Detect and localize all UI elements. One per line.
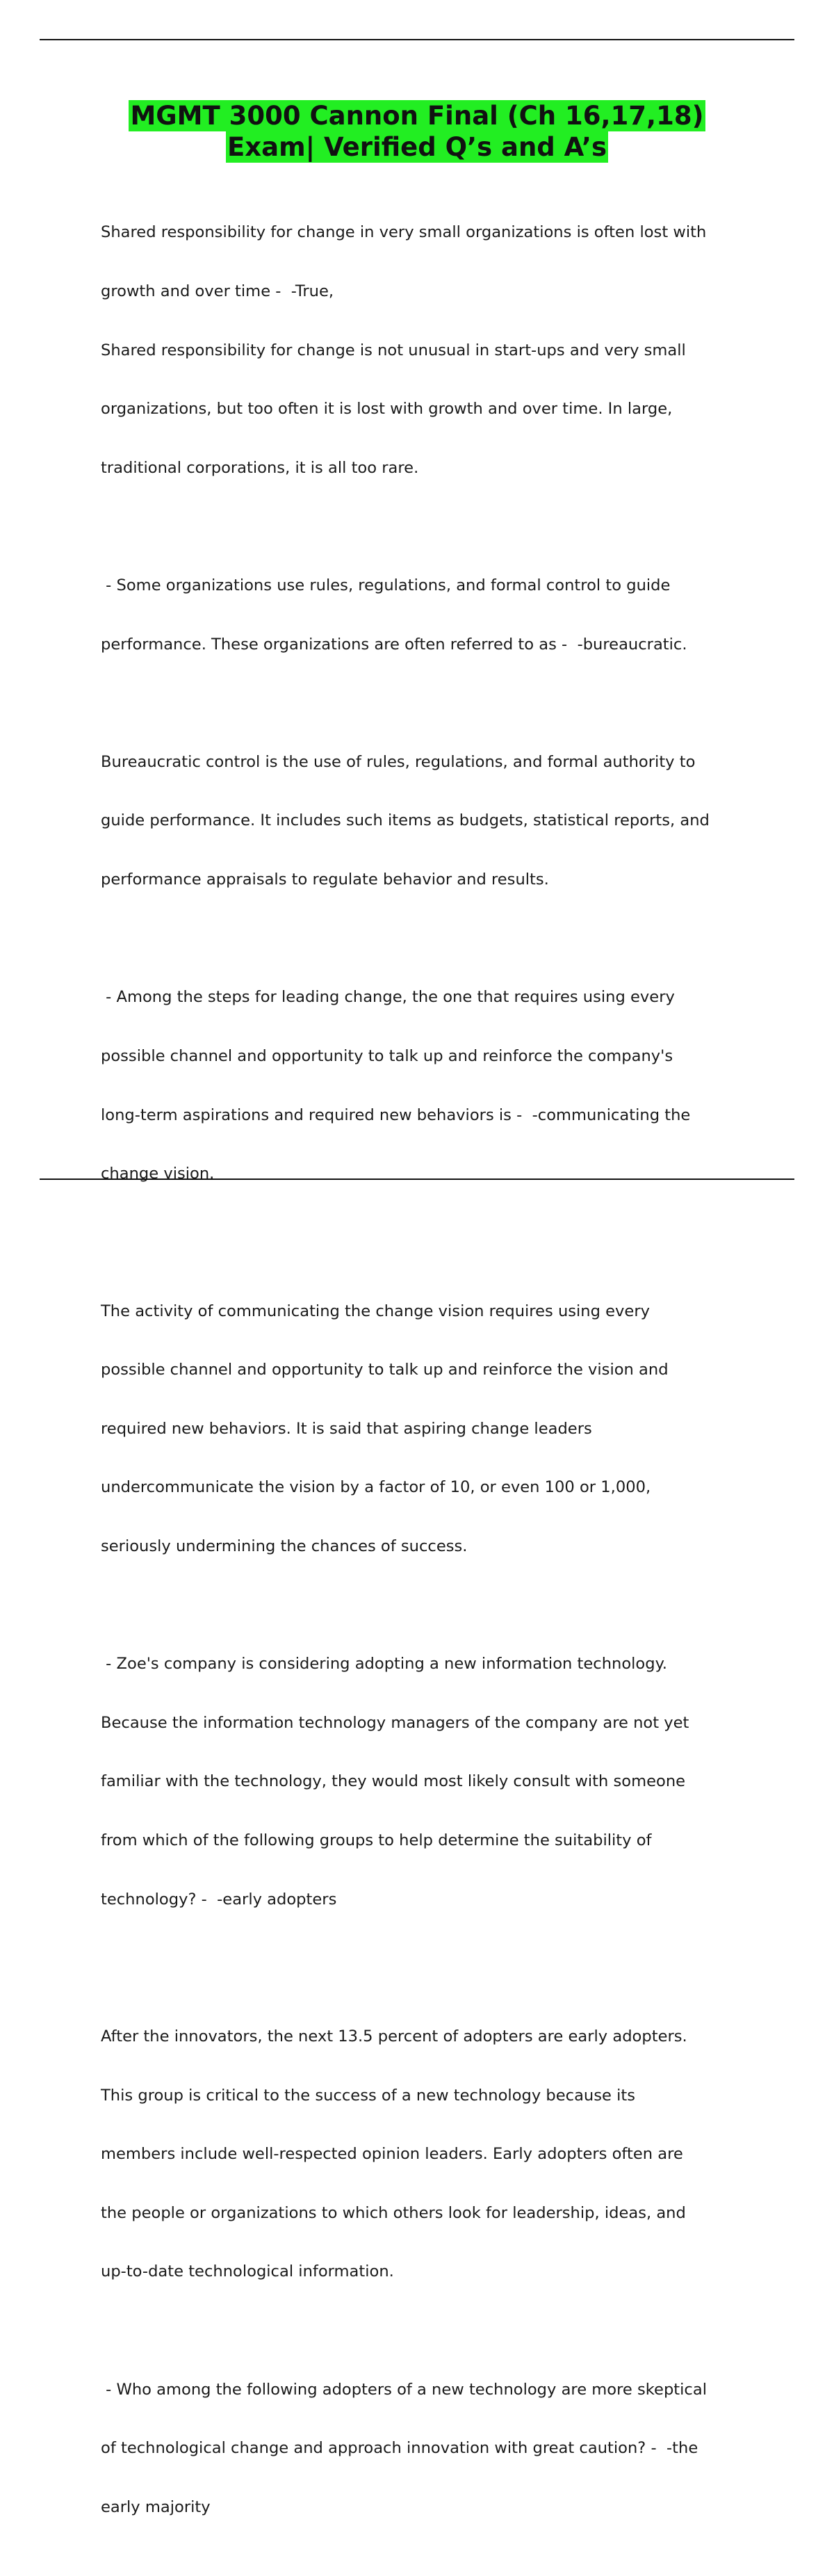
text-line: of technological change and approach innovation with great caution? - -the [101,2439,698,2458]
bottom-rule [40,1178,794,1180]
qa-block-8 [101,2340,761,2556]
text-line: possible channel and opportunity to talk up and reinforce the company's [101,1046,673,1065]
title-line-2: Exam| Verified Q’s and A’s [227,132,607,162]
text-line: technology? - -early adopters [101,1890,337,1909]
text-line: Shared responsibility for change in very small organizations is often lost with [101,223,707,242]
qa-block-4 [101,948,761,1223]
text-line: guide performance. It includes such items as budgets, statistical reports, and [101,811,710,830]
text-line: long-term aspirations and required new behaviors is - -communicating the [101,1105,691,1124]
text-line: growth and over time - -True, [101,282,334,301]
text-line: Shared responsibility for change is not unusual in start-ups and very small [101,341,686,359]
text-line: possible channel and opportunity to talk up and reinforce the vision and [101,1361,669,1379]
text-line: up-to-date technological information. [101,2262,394,2281]
text-line: members include well-respected opinion leaders. Early adopters often are [101,2145,683,2164]
text-line: change vision. [101,1165,215,1183]
document-title [0,100,834,163]
text-line: organizations, but too often it is lost with growth and over time. In large, [101,400,673,419]
text-line: Bureaucratic control is the use of rules, regulations, and formal authority to [101,752,696,771]
text-line: This group is critical to the success of a new technology because its [101,2086,636,2105]
text-line: familiar with the technology, they would most likely consult with someone [101,1772,686,1791]
qa-block-7 [101,1988,761,2321]
text-line: performance. These organizations are often referred to as - -bureaucratic. [101,635,687,654]
qa-block-5 [101,1262,761,1595]
text-line: undercommunicate the vision by a factor of 10, or even 100 or 1,000, [101,1478,651,1497]
text-line: required new behaviors. It is said that aspiring change leaders [101,1419,592,1438]
text-line: - Among the steps for leading change, the one that requires using every [101,988,675,1007]
text-line: from which of the following groups to help determine the suitability of [101,1831,652,1849]
text-line: - Some organizations use rules, regulations, and formal control to guide [101,576,671,595]
text-line: - Who among the following adopters of a new technology are more skeptical [101,2380,707,2399]
qa-block-3 [101,713,761,928]
text-line: seriously undermining the chances of success. [101,1537,468,1555]
text-line: Because the information technology managers of the company are not yet [101,1713,689,1732]
document-body [101,184,761,2576]
text-line: performance appraisals to regulate behavior and results. [101,870,549,889]
text-line: The activity of communicating the change vision requires using every [101,1302,650,1320]
text-line: traditional corporations, it is all too rare. [101,458,419,477]
text-line: the people or organizations to which others look for leadership, ideas, and [101,2203,686,2222]
title-line-1: MGMT 3000 Cannon Final (Ch 16,17,18) [130,101,704,131]
top-rule [40,39,794,40]
text-line: After the innovators, the next 13.5 percent of adopters are early adopters. [101,2027,687,2046]
qa-block-2 [101,537,761,694]
qa-block-6 [101,1615,761,1948]
text-line: - Zoe's company is considering adopting a new information technology. [101,1655,667,1674]
qa-block-1 [101,184,761,517]
text-line: early majority [101,2497,211,2516]
